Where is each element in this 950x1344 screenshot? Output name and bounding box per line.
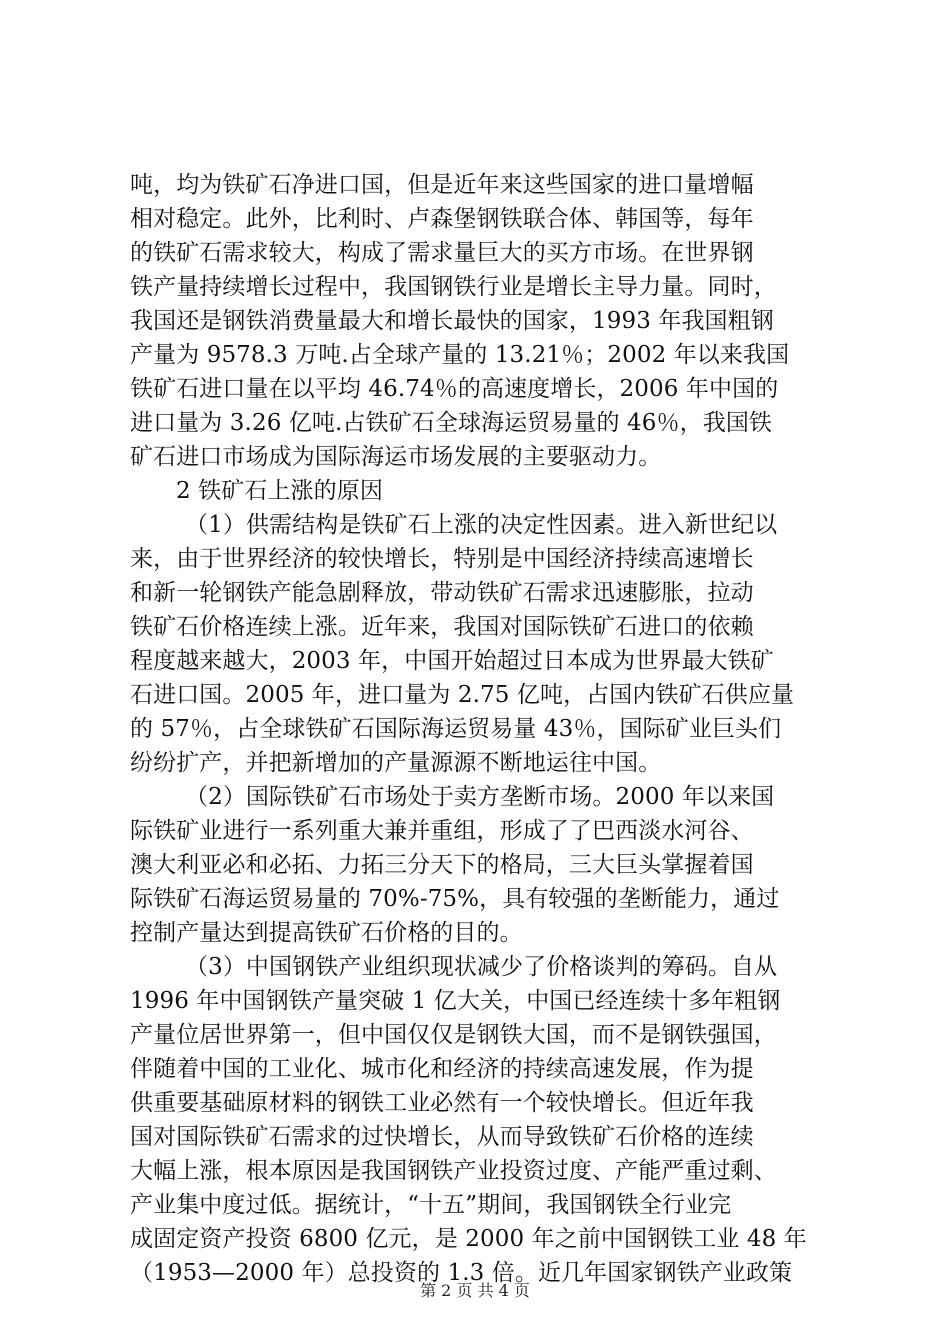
text-line: （2）国际铁矿石市场处于卖方垄断市场。2000 年以来国: [185, 784, 775, 810]
text-line: 和新一轮钢铁产能急剧释放，带动铁矿石需求迅速膨胀，拉动: [130, 580, 754, 606]
text-line: 相对稳定。此外，比利时、卢森堡钢铁联合体、韩国等，每年: [130, 206, 754, 232]
text-line: 的 57％，占全球铁矿石国际海运贸易量 43％，国际矿业巨头们: [130, 716, 782, 742]
text-line: 控制产量达到提高铁矿石价格的目的。: [130, 920, 523, 946]
text-line: 我国还是钢铁消费量最大和增长最快的国家，1993 年我国粗钢: [130, 308, 774, 334]
text-line: 国对国际铁矿石需求的过快增长，从而导致铁矿石价格的连续: [130, 1124, 754, 1150]
section-heading: [130, 474, 830, 508]
text-line: 铁矿石进口量在以平均 46.74％的高速度增长，2006 年中国的: [130, 376, 779, 402]
text-line: 供重要基础原材料的钢铁工业必然有一个较快增长。但近年我: [130, 1090, 754, 1116]
text-line: 伴随着中国的工业化、城市化和经济的持续高速发展，作为提: [130, 1056, 754, 1082]
text-line: 铁矿石价格连续上涨。近年来，我国对国际铁矿石进口的依赖: [130, 614, 754, 640]
text-line: 际铁矿业进行一系列重大兼并重组，形成了了巴西淡水河谷、: [130, 818, 754, 844]
text-line: 1996 年中国钢铁产量突破 1 亿大关，中国已经连续十多年粗钢: [130, 988, 781, 1014]
text-line: 际铁矿石海运贸易量的 70%-75%，具有较强的垄断能力，通过: [130, 886, 780, 912]
text-line: 产业集中度过低。据统计，“十五”期间，我国钢铁全行业完: [130, 1192, 732, 1218]
text-line: 铁产量持续增长过程中，我国钢铁行业是增长主导力量。同时，: [130, 274, 777, 300]
document-body: [130, 168, 830, 1290]
text-line: 吨，均为铁矿石净进口国，但是近年来这些国家的进口量增幅: [130, 172, 754, 198]
text-line: 成固定资产投资 6800 亿元，是 2000 年之前中国钢铁工业 48 年: [130, 1226, 807, 1252]
text-line: （1）供需结构是铁矿石上涨的决定性因素。进入新世纪以: [185, 512, 778, 538]
text-line: 澳大利亚必和必拓、力拓三分天下的格局，三大巨头掌握着国: [130, 852, 754, 878]
paragraph-seller-monopoly: [130, 780, 830, 950]
paragraph-industry-organization: [130, 950, 830, 1290]
page-number: 第 2 页 共 4 页: [420, 1281, 530, 1300]
text-line: 进口量为 3.26 亿吨.占铁矿石全球海运贸易量的 46％，我国铁: [130, 410, 773, 436]
text-line: 石进口国。2005 年，进口量为 2.75 亿吨，占国内铁矿石供应量: [130, 682, 795, 708]
text-line: 大幅上涨，根本原因是我国钢铁产业投资过度、产能严重过剩、: [130, 1158, 777, 1184]
text-line: 纷纷扩产，并把新增加的产量源源不断地运往中国。: [130, 750, 662, 776]
text-line: 产量为 9578.3 万吨.占全球产量的 13.21％；2002 年以来我国: [130, 342, 790, 368]
paragraph-supply-demand: [130, 508, 830, 780]
section-heading-text: 2 铁矿石上涨的原因: [176, 478, 383, 504]
text-line: 矿石进口市场成为国际海运市场发展的主要驱动力。: [130, 444, 662, 470]
text-line: 产量位居世界第一，但中国仅仅是钢铁大国，而不是钢铁强国，: [130, 1022, 777, 1048]
text-line: 的铁矿石需求较大，构成了需求量巨大的买方市场。在世界钢: [130, 240, 754, 266]
text-line: （3）中国钢铁产业组织现状减少了价格谈判的筹码。自从: [185, 954, 778, 980]
text-line: 来，由于世界经济的较快增长，特别是中国经济持续高速增长: [130, 546, 754, 572]
paragraph-import-countries: [130, 168, 830, 474]
text-line: （1953—2000 年）总投资的 1.3 倍。近几年国家钢铁产业政策: [130, 1260, 793, 1286]
text-line: 程度越来越大，2003 年，中国开始超过日本成为世界最大铁矿: [130, 648, 774, 674]
